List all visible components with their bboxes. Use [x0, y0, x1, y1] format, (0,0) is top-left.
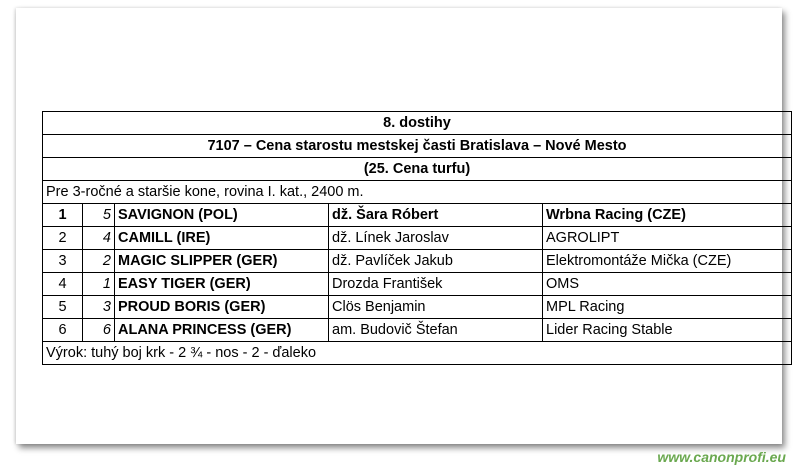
race-number: 8. dostihy — [43, 112, 792, 135]
table-row — [43, 204, 792, 227]
race-margins-row — [43, 342, 792, 365]
owner: MPL Racing — [543, 296, 792, 319]
horse-name: SAVIGNON (POL) — [115, 204, 329, 227]
start-number: 1 — [83, 273, 115, 296]
place: 1 — [43, 204, 83, 227]
race-title: 7107 – Cena starostu mestskej časti Bratislava – Nové Mesto — [43, 135, 792, 158]
table-row — [43, 250, 792, 273]
place: 3 — [43, 250, 83, 273]
jockey: dž. Šara Róbert — [329, 204, 543, 227]
table-row — [43, 227, 792, 250]
table-row — [43, 273, 792, 296]
race-subtitle-row — [43, 158, 792, 181]
race-results-table — [42, 111, 792, 365]
owner: Wrbna Racing (CZE) — [543, 204, 792, 227]
place: 2 — [43, 227, 83, 250]
start-number: 6 — [83, 319, 115, 342]
place: 6 — [43, 319, 83, 342]
document-sheet — [16, 8, 782, 444]
start-number: 2 — [83, 250, 115, 273]
horse-name: ALANA PRINCESS (GER) — [115, 319, 329, 342]
jockey: Drozda František — [329, 273, 543, 296]
horse-name: CAMILL (IRE) — [115, 227, 329, 250]
race-conditions: Pre 3-ročné a staršie kone, rovina I. kat., 2400 m. — [43, 181, 792, 204]
start-number: 4 — [83, 227, 115, 250]
jockey: dž. Línek Jaroslav — [329, 227, 543, 250]
horse-name: PROUD BORIS (GER) — [115, 296, 329, 319]
jockey: am. Budovič Štefan — [329, 319, 543, 342]
horse-name: MAGIC SLIPPER (GER) — [115, 250, 329, 273]
horse-name: EASY TIGER (GER) — [115, 273, 329, 296]
race-conditions-row — [43, 181, 792, 204]
jockey: Clös Benjamin — [329, 296, 543, 319]
race-number-row — [43, 112, 792, 135]
owner: AGROLIPT — [543, 227, 792, 250]
place: 4 — [43, 273, 83, 296]
start-number: 3 — [83, 296, 115, 319]
table-row — [43, 319, 792, 342]
jockey: dž. Pavlíček Jakub — [329, 250, 543, 273]
start-number: 5 — [83, 204, 115, 227]
watermark: www.canonprofi.eu — [657, 449, 786, 465]
race-subtitle: (25. Cena turfu) — [43, 158, 792, 181]
place: 5 — [43, 296, 83, 319]
owner: Elektromontáže Mička (CZE) — [543, 250, 792, 273]
owner: Lider Racing Stable — [543, 319, 792, 342]
race-margins: Výrok: tuhý boj krk - 2 ¾ - nos - 2 - ďaleko — [43, 342, 792, 365]
table-row — [43, 296, 792, 319]
race-title-row — [43, 135, 792, 158]
owner: OMS — [543, 273, 792, 296]
